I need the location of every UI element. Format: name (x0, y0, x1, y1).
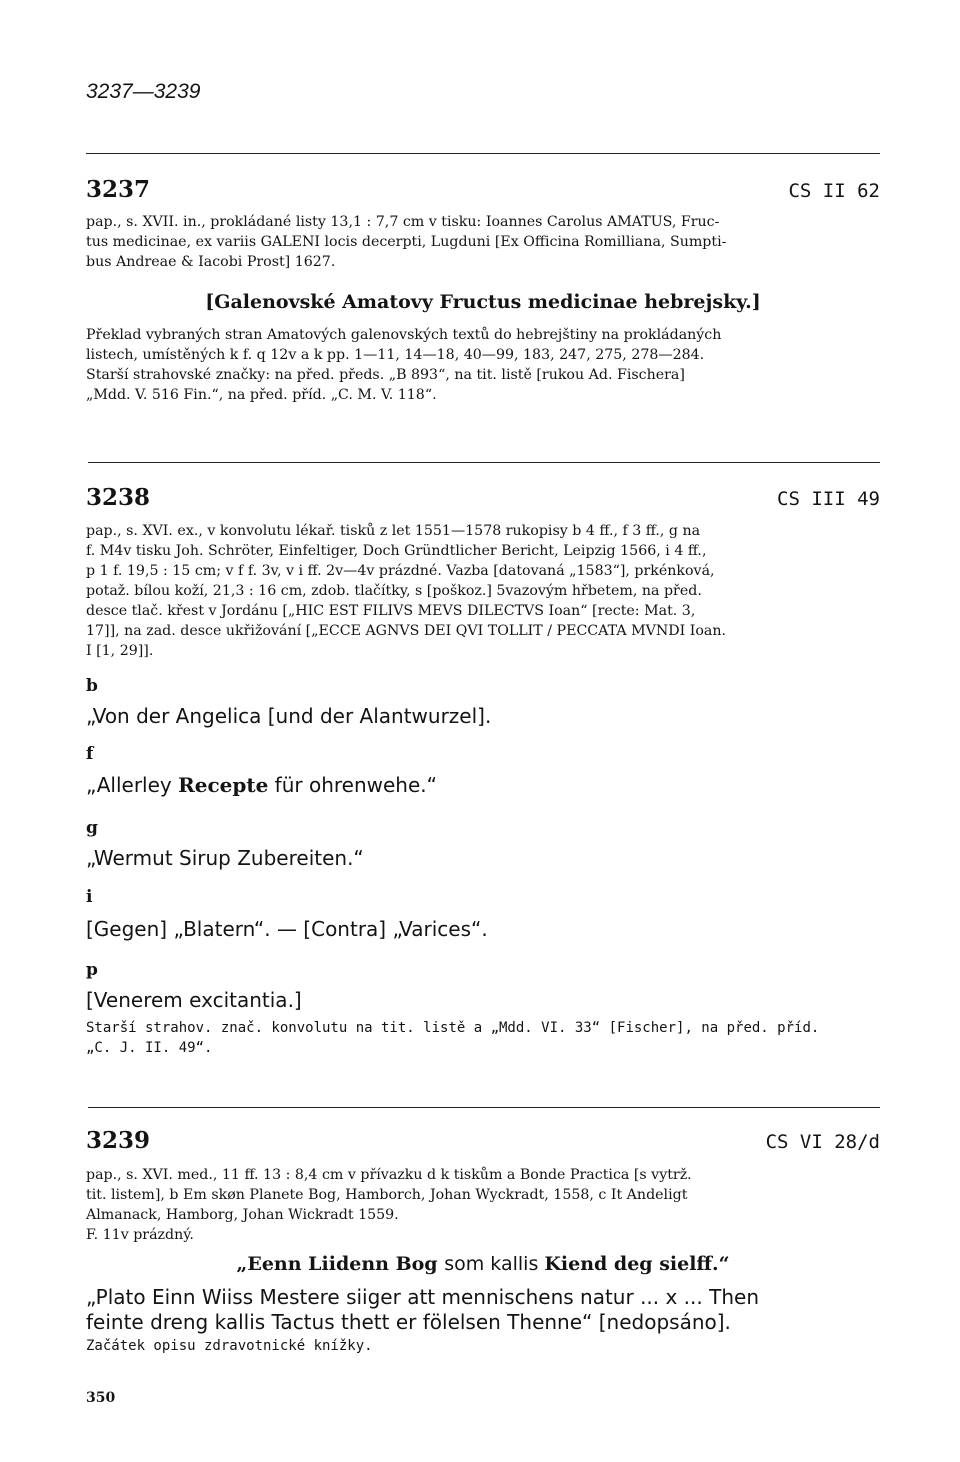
description-line: 17]], na zad. desce ukřižování [„ECCE AGNVS DEI QVI TOLLIT / PECCATA MVNDI Ioan. (86, 623, 727, 639)
text-line: feinte dreng kallis Tactus thett er fölelsen Thenne“ [nedopsáno]. (86, 1310, 731, 1334)
item-letter: f (86, 744, 94, 764)
note-line: Starší strahov. znač. konvolutu na tit. listě a „Mdd. VI. 33“ [Fischer], na před. příd. (86, 1020, 820, 1036)
item-letter: g (86, 818, 98, 838)
description-line: Almanack, Hamborg, Johan Wickradt 1559. (86, 1207, 399, 1223)
shelf-mark: CS III 49 (777, 488, 880, 510)
item-text: [Gegen] „Blatern“. — [Contra] „Varices“. (86, 917, 488, 941)
running-head: 3237—3239 (86, 80, 201, 103)
entry-title (86, 1253, 880, 1275)
text-line: „Plato Einn Wiiss Mestere siiger att mennischens natur ... x ... Then (86, 1285, 759, 1309)
shelf-mark: CS II 62 (788, 180, 880, 202)
item-text: [Venerem excitantia.] (86, 988, 302, 1012)
title-part-bold: Kiend deg sielff.“ (544, 1253, 730, 1275)
entry-notes (86, 1018, 819, 1058)
entry-description (86, 212, 886, 272)
section-divider (86, 153, 880, 154)
item-letter: i (86, 887, 93, 907)
section-divider (88, 1107, 880, 1108)
entry-number: 3239 (86, 1127, 151, 1154)
description-line: bus Andreae & Iacobi Prost] 1627. (86, 254, 336, 270)
item-text (86, 773, 437, 797)
item-text: „Wermut Sirup Zubereiten.“ (86, 846, 364, 870)
item-text-part: „Allerley (86, 773, 179, 797)
text-line: Překlad vybraných stran Amatových galenovských textů do hebrejštiny na prokládaných (86, 327, 722, 343)
entry-description (86, 521, 886, 661)
note-line: „C. J. II. 49“. (86, 1040, 213, 1056)
description-line: pap., s. XVI. med., 11 ff. 13 : 8,4 cm v přívazku d k tiskům a Bonde Practica [s vytrž. (86, 1167, 692, 1183)
text-line: „Mdd. V. 516 Fin.“, na před. příd. „C. M. V. 118“. (86, 387, 437, 403)
entry-title: [Galenovské Amatovy Fructus medicinae hebrejsky.] (205, 291, 761, 313)
item-text-part: für ohrenwehe.“ (268, 773, 438, 797)
title-part-regular: som kallis (444, 1253, 545, 1275)
description-line: F. 11v prázdný. (86, 1227, 194, 1243)
description-line: pap., s. XVI. ex., v konvolutu lékař. tisků z let 1551—1578 rukopisy b 4 ff., f 3 ff., g na (86, 523, 701, 539)
text-line: Starší strahovské značky: na před. předs. „B 893“, na tit. listě [rukou Ad. Fischera] (86, 367, 685, 383)
title-part-bold: „Eenn Liidenn Bog (236, 1253, 445, 1275)
description-line: potaž. bílou koží, 21,3 : 16 cm, zdob. tlačítky, s [poškoz.] 5vazovým hřbetem, na před. (86, 583, 702, 599)
entry-text (86, 1285, 759, 1335)
description-line: pap., s. XVII. in., prokládané listy 13,1 : 7,7 cm v tisku: Ioannes Carolus AMATUS, Fruc- (86, 214, 720, 230)
text-line: listech, umístěných k f. q 12v a k pp. 1—11, 14—18, 40—99, 183, 247, 275, 278—284. (86, 347, 705, 363)
entry-number: 3237 (86, 176, 151, 203)
section-divider (88, 462, 880, 463)
entry-description (86, 1165, 886, 1245)
description-line: f. M4v tisku Joh. Schröter, Einfeltiger, Doch Gründtlicher Bericht, Leipzig 1566, i 4 ff., (86, 543, 707, 559)
item-text-bold: Recepte (178, 773, 269, 797)
item-text: „Von der Angelica [und der Alantwurzel]. (86, 704, 492, 728)
page-number: 350 (86, 1390, 116, 1406)
entry-number: 3238 (86, 484, 151, 511)
shelf-mark: CS VI 28/d (765, 1131, 880, 1153)
item-letter: p (86, 960, 98, 980)
description-line: desce tlač. křest v Jordánu [„HIC EST FILIVS MEVS DILECTVS Ioan“ [recte: Mat. 3, (86, 603, 696, 619)
entry-note: Začátek opisu zdravotnické knížky. (86, 1338, 373, 1354)
description-line: tus medicinae, ex variis GALENI locis decerpti, Lugduni [Ex Officina Romilliana, Sumpti- (86, 234, 727, 250)
description-line: p 1 f. 19,5 : 15 cm; v f f. 3v, v i ff. 2v—4v prázdné. Vazba [datovaná „1583“], prkénková, (86, 563, 715, 579)
description-line: tit. listem], b Em skøn Planete Bog, Hamborch, Johan Wyckradt, 1558, c It Andeligt (86, 1187, 688, 1203)
description-line: I [1, 29]]. (86, 643, 154, 659)
entry-text (86, 325, 886, 405)
item-letter: b (86, 676, 98, 696)
